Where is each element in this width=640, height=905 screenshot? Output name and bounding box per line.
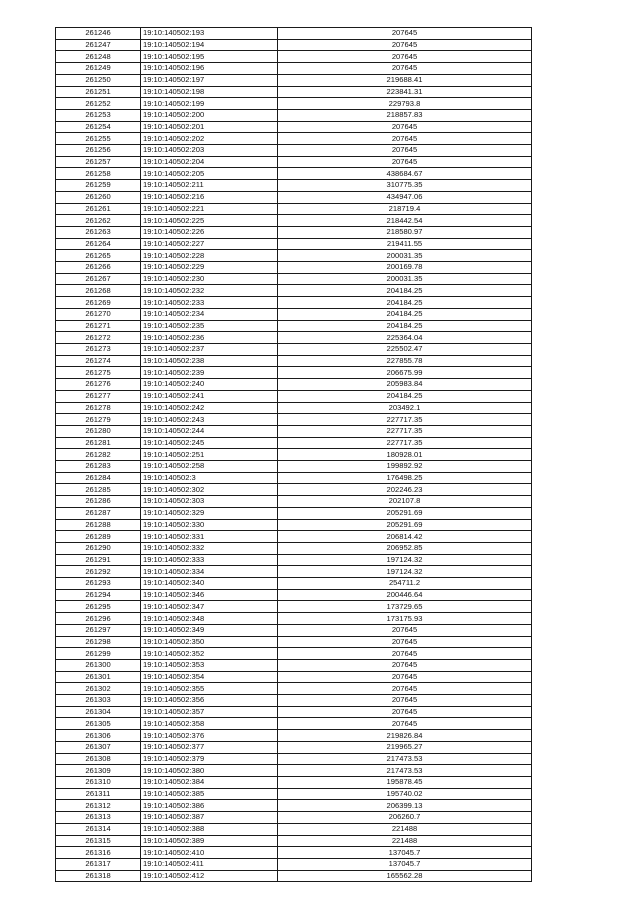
cadastral-number-cell: 19:10:140502:386 — [141, 800, 278, 812]
value-cell: 207645 — [278, 121, 532, 133]
value-cell: 207645 — [278, 636, 532, 648]
value-cell: 195878.45 — [278, 777, 532, 789]
value-cell: 202246.23 — [278, 484, 532, 496]
table-row — [56, 765, 532, 777]
row-id-cell: 261286 — [56, 496, 141, 508]
value-cell: 218719.4 — [278, 203, 532, 215]
cadastral-number-cell: 19:10:140502:350 — [141, 636, 278, 648]
cadastral-number-cell: 19:10:140502:197 — [141, 74, 278, 86]
table-row — [56, 741, 532, 753]
table-row — [56, 718, 532, 730]
cadastral-number-cell: 19:10:140502:204 — [141, 156, 278, 168]
table-row — [56, 847, 532, 859]
row-id-cell: 261311 — [56, 788, 141, 800]
row-id-cell: 261260 — [56, 191, 141, 203]
row-id-cell: 261256 — [56, 145, 141, 157]
cadastral-number-cell: 19:10:140502:221 — [141, 203, 278, 215]
value-cell: 217473.53 — [278, 765, 532, 777]
value-cell: 229793.8 — [278, 98, 532, 110]
cadastral-number-cell: 19:10:140502:410 — [141, 847, 278, 859]
row-id-cell: 261313 — [56, 812, 141, 824]
value-cell: 225502.47 — [278, 343, 532, 355]
row-id-cell: 261251 — [56, 86, 141, 98]
cadastral-number-cell: 19:10:140502:329 — [141, 507, 278, 519]
table-row — [56, 449, 532, 461]
row-id-cell: 261302 — [56, 683, 141, 695]
value-cell: 219965.27 — [278, 741, 532, 753]
row-id-cell: 261295 — [56, 601, 141, 613]
cadastral-number-cell: 19:10:140502:236 — [141, 332, 278, 344]
table-row — [56, 601, 532, 613]
cadastral-number-cell: 19:10:140502:203 — [141, 145, 278, 157]
row-id-cell: 261308 — [56, 753, 141, 765]
value-cell: 207645 — [278, 671, 532, 683]
table-row — [56, 835, 532, 847]
value-cell: 197124.32 — [278, 554, 532, 566]
row-id-cell: 261267 — [56, 273, 141, 285]
cadastral-number-cell: 19:10:140502:352 — [141, 648, 278, 660]
cadastral-number-cell: 19:10:140502:412 — [141, 870, 278, 882]
cadastral-number-cell: 19:10:140502:355 — [141, 683, 278, 695]
value-cell: 203492.1 — [278, 402, 532, 414]
value-cell: 197124.32 — [278, 566, 532, 578]
row-id-cell: 261309 — [56, 765, 141, 777]
row-id-cell: 261290 — [56, 542, 141, 554]
table-row — [56, 402, 532, 414]
row-id-cell: 261317 — [56, 858, 141, 870]
row-id-cell: 261253 — [56, 109, 141, 121]
cadastral-number-cell: 19:10:140502:377 — [141, 741, 278, 753]
value-cell: 218442.54 — [278, 215, 532, 227]
cadastral-number-cell: 19:10:140502:243 — [141, 414, 278, 426]
table-row — [56, 51, 532, 63]
table-row — [56, 332, 532, 344]
cadastral-number-cell: 19:10:140502:230 — [141, 273, 278, 285]
table-row — [56, 531, 532, 543]
row-id-cell: 261250 — [56, 74, 141, 86]
cadastral-number-cell: 19:10:140502:237 — [141, 343, 278, 355]
row-id-cell: 261304 — [56, 706, 141, 718]
cadastral-number-cell: 19:10:140502:387 — [141, 812, 278, 824]
row-id-cell: 261272 — [56, 332, 141, 344]
table-row — [56, 788, 532, 800]
cadastral-number-cell: 19:10:140502:211 — [141, 180, 278, 192]
value-cell: 137045.7 — [278, 858, 532, 870]
row-id-cell: 261283 — [56, 461, 141, 473]
row-id-cell: 261263 — [56, 226, 141, 238]
row-id-cell: 261249 — [56, 63, 141, 75]
cadastral-number-cell: 19:10:140502:232 — [141, 285, 278, 297]
value-cell: 221488 — [278, 835, 532, 847]
table-row — [56, 180, 532, 192]
row-id-cell: 261281 — [56, 437, 141, 449]
table-row — [56, 566, 532, 578]
value-cell: 438684.67 — [278, 168, 532, 180]
table-row — [56, 812, 532, 824]
row-id-cell: 261246 — [56, 28, 141, 40]
cadastral-number-cell: 19:10:140502:202 — [141, 133, 278, 145]
value-cell: 200031.35 — [278, 250, 532, 262]
table-row — [56, 390, 532, 402]
value-cell: 207645 — [278, 648, 532, 660]
cadastral-number-cell: 19:10:140502:251 — [141, 449, 278, 461]
table-row — [56, 671, 532, 683]
row-id-cell: 261301 — [56, 671, 141, 683]
value-cell: 176498.25 — [278, 472, 532, 484]
value-cell: 207645 — [278, 683, 532, 695]
cadastral-number-cell: 19:10:140502:198 — [141, 86, 278, 98]
table-row — [56, 215, 532, 227]
row-id-cell: 261298 — [56, 636, 141, 648]
row-id-cell: 261262 — [56, 215, 141, 227]
row-id-cell: 261318 — [56, 870, 141, 882]
cadastral-number-cell: 19:10:140502:194 — [141, 39, 278, 51]
cadastral-number-cell: 19:10:140502:258 — [141, 461, 278, 473]
row-id-cell: 261276 — [56, 379, 141, 391]
value-cell: 173729.65 — [278, 601, 532, 613]
cadastral-number-cell: 19:10:140502:384 — [141, 777, 278, 789]
row-id-cell: 261293 — [56, 578, 141, 590]
table-row — [56, 695, 532, 707]
value-cell: 434947.06 — [278, 191, 532, 203]
table-row — [56, 297, 532, 309]
cadastral-number-cell: 19:10:140502:235 — [141, 320, 278, 332]
value-cell: 218857.83 — [278, 109, 532, 121]
value-cell: 207645 — [278, 156, 532, 168]
table-row — [56, 414, 532, 426]
table-row — [56, 589, 532, 601]
table-row — [56, 226, 532, 238]
table-row — [56, 484, 532, 496]
row-id-cell: 261248 — [56, 51, 141, 63]
cadastral-number-cell: 19:10:140502:380 — [141, 765, 278, 777]
row-id-cell: 261273 — [56, 343, 141, 355]
value-cell: 254711.2 — [278, 578, 532, 590]
cadastral-number-cell: 19:10:140502:349 — [141, 624, 278, 636]
cadastral-number-cell: 19:10:140502:353 — [141, 659, 278, 671]
value-cell: 207645 — [278, 145, 532, 157]
value-cell: 137045.7 — [278, 847, 532, 859]
value-cell: 206814.42 — [278, 531, 532, 543]
cadastral-number-cell: 19:10:140502:193 — [141, 28, 278, 40]
table-row — [56, 320, 532, 332]
row-id-cell: 261261 — [56, 203, 141, 215]
table-row — [56, 145, 532, 157]
value-cell: 217473.53 — [278, 753, 532, 765]
cadastral-number-cell: 19:10:140502:389 — [141, 835, 278, 847]
table-row — [56, 870, 532, 882]
table-row — [56, 659, 532, 671]
table-row — [56, 39, 532, 51]
row-id-cell: 261278 — [56, 402, 141, 414]
cadastral-number-cell: 19:10:140502:201 — [141, 121, 278, 133]
row-id-cell: 261257 — [56, 156, 141, 168]
row-id-cell: 261274 — [56, 355, 141, 367]
cadastral-number-cell: 19:10:140502:229 — [141, 262, 278, 274]
table-row — [56, 343, 532, 355]
value-cell: 205291.69 — [278, 519, 532, 531]
cadastral-number-cell: 19:10:140502:196 — [141, 63, 278, 75]
table-row — [56, 507, 532, 519]
cadastral-number-cell: 19:10:140502:346 — [141, 589, 278, 601]
cadastral-number-cell: 19:10:140502:239 — [141, 367, 278, 379]
table-row — [56, 683, 532, 695]
row-id-cell: 261316 — [56, 847, 141, 859]
row-id-cell: 261255 — [56, 133, 141, 145]
value-cell: 227717.35 — [278, 425, 532, 437]
value-cell: 207645 — [278, 695, 532, 707]
table-row — [56, 168, 532, 180]
table-row — [56, 28, 532, 40]
cadastral-number-cell: 19:10:140502:385 — [141, 788, 278, 800]
cadastral-number-cell: 19:10:140502:302 — [141, 484, 278, 496]
value-cell: 200031.35 — [278, 273, 532, 285]
table-row — [56, 379, 532, 391]
row-id-cell: 261275 — [56, 367, 141, 379]
table-row — [56, 542, 532, 554]
value-cell: 180928.01 — [278, 449, 532, 461]
row-id-cell: 261258 — [56, 168, 141, 180]
value-cell: 218580.97 — [278, 226, 532, 238]
cadastral-number-cell: 19:10:140502:233 — [141, 297, 278, 309]
cadastral-number-cell: 19:10:140502:354 — [141, 671, 278, 683]
cadastral-number-cell: 19:10:140502:348 — [141, 613, 278, 625]
row-id-cell: 261285 — [56, 484, 141, 496]
row-id-cell: 261284 — [56, 472, 141, 484]
row-id-cell: 261315 — [56, 835, 141, 847]
table-row — [56, 63, 532, 75]
cadastral-number-cell: 19:10:140502:357 — [141, 706, 278, 718]
table-row — [56, 121, 532, 133]
table-row — [56, 133, 532, 145]
value-cell: 204184.25 — [278, 320, 532, 332]
value-cell: 223841.31 — [278, 86, 532, 98]
value-cell: 207645 — [278, 706, 532, 718]
value-cell: 204184.25 — [278, 285, 532, 297]
table-row — [56, 238, 532, 250]
row-id-cell: 261292 — [56, 566, 141, 578]
cadastral-number-cell: 19:10:140502:388 — [141, 823, 278, 835]
row-id-cell: 261271 — [56, 320, 141, 332]
table-row — [56, 203, 532, 215]
cadastral-number-cell: 19:10:140502:238 — [141, 355, 278, 367]
cadastral-number-cell: 19:10:140502:227 — [141, 238, 278, 250]
row-id-cell: 261303 — [56, 695, 141, 707]
value-cell: 206399.13 — [278, 800, 532, 812]
row-id-cell: 261254 — [56, 121, 141, 133]
table-row — [56, 472, 532, 484]
table-row — [56, 262, 532, 274]
value-cell: 173175.93 — [278, 613, 532, 625]
row-id-cell: 261289 — [56, 531, 141, 543]
cadastral-number-cell: 19:10:140502:241 — [141, 390, 278, 402]
value-cell: 219688.41 — [278, 74, 532, 86]
table-row — [56, 355, 532, 367]
row-id-cell: 261314 — [56, 823, 141, 835]
value-cell: 219411.55 — [278, 238, 532, 250]
value-cell: 207645 — [278, 133, 532, 145]
row-id-cell: 261277 — [56, 390, 141, 402]
cadastral-number-cell: 19:10:140502:225 — [141, 215, 278, 227]
table-row — [56, 858, 532, 870]
value-cell: 199892.92 — [278, 461, 532, 473]
cadastral-number-cell: 19:10:140502:195 — [141, 51, 278, 63]
row-id-cell: 261279 — [56, 414, 141, 426]
table-row — [56, 578, 532, 590]
cadastral-number-cell: 19:10:140502:376 — [141, 730, 278, 742]
cadastral-number-cell: 19:10:140502:411 — [141, 858, 278, 870]
table-body — [56, 28, 532, 882]
table-row — [56, 648, 532, 660]
value-cell: 221488 — [278, 823, 532, 835]
value-cell: 165562.28 — [278, 870, 532, 882]
value-cell: 195740.02 — [278, 788, 532, 800]
table-row — [56, 519, 532, 531]
cadastral-number-cell: 19:10:140502:332 — [141, 542, 278, 554]
value-cell: 204184.25 — [278, 390, 532, 402]
table-row — [56, 461, 532, 473]
value-cell: 202107.8 — [278, 496, 532, 508]
row-id-cell: 261300 — [56, 659, 141, 671]
row-id-cell: 261280 — [56, 425, 141, 437]
value-cell: 206675.99 — [278, 367, 532, 379]
cadastral-number-cell: 19:10:140502:216 — [141, 191, 278, 203]
row-id-cell: 261259 — [56, 180, 141, 192]
value-cell: 205983.84 — [278, 379, 532, 391]
row-id-cell: 261282 — [56, 449, 141, 461]
table-row — [56, 425, 532, 437]
row-id-cell: 261306 — [56, 730, 141, 742]
cadastral-number-cell: 19:10:140502:228 — [141, 250, 278, 262]
cadastral-number-cell: 19:10:140502:330 — [141, 519, 278, 531]
value-cell: 204184.25 — [278, 308, 532, 320]
cadastral-number-cell: 19:10:140502:356 — [141, 695, 278, 707]
cadastral-number-cell: 19:10:140502:334 — [141, 566, 278, 578]
table-row — [56, 624, 532, 636]
row-id-cell: 261307 — [56, 741, 141, 753]
value-cell: 207645 — [278, 659, 532, 671]
row-id-cell: 261294 — [56, 589, 141, 601]
value-cell: 207645 — [278, 718, 532, 730]
row-id-cell: 261296 — [56, 613, 141, 625]
value-cell: 200169.78 — [278, 262, 532, 274]
row-id-cell: 261287 — [56, 507, 141, 519]
row-id-cell: 261288 — [56, 519, 141, 531]
table-row — [56, 285, 532, 297]
value-cell: 219826.84 — [278, 730, 532, 742]
table-row — [56, 191, 532, 203]
table-row — [56, 800, 532, 812]
table-row — [56, 109, 532, 121]
value-cell: 200446.64 — [278, 589, 532, 601]
cadastral-number-cell: 19:10:140502:244 — [141, 425, 278, 437]
cadastral-number-cell: 19:10:140502:200 — [141, 109, 278, 121]
cadastral-number-cell: 19:10:140502:333 — [141, 554, 278, 566]
value-cell: 227717.35 — [278, 414, 532, 426]
table-row — [56, 613, 532, 625]
table-row — [56, 437, 532, 449]
data-table — [55, 27, 532, 882]
cadastral-number-cell: 19:10:140502:245 — [141, 437, 278, 449]
cadastral-number-cell: 19:10:140502:347 — [141, 601, 278, 613]
table-row — [56, 156, 532, 168]
value-cell: 206260.7 — [278, 812, 532, 824]
table-row — [56, 98, 532, 110]
row-id-cell: 261252 — [56, 98, 141, 110]
value-cell: 207645 — [278, 624, 532, 636]
value-cell: 227855.78 — [278, 355, 532, 367]
table-row — [56, 86, 532, 98]
table-row — [56, 706, 532, 718]
table-row — [56, 730, 532, 742]
cadastral-number-cell: 19:10:140502:340 — [141, 578, 278, 590]
value-cell: 310775.35 — [278, 180, 532, 192]
row-id-cell: 261310 — [56, 777, 141, 789]
row-id-cell: 261270 — [56, 308, 141, 320]
row-id-cell: 261266 — [56, 262, 141, 274]
table-row — [56, 74, 532, 86]
value-cell: 207645 — [278, 28, 532, 40]
cadastral-number-cell: 19:10:140502:199 — [141, 98, 278, 110]
table-row — [56, 273, 532, 285]
value-cell: 207645 — [278, 51, 532, 63]
cadastral-number-cell: 19:10:140502:234 — [141, 308, 278, 320]
row-id-cell: 261297 — [56, 624, 141, 636]
table-row — [56, 753, 532, 765]
table-row — [56, 823, 532, 835]
row-id-cell: 261299 — [56, 648, 141, 660]
value-cell: 225364.04 — [278, 332, 532, 344]
table-row — [56, 636, 532, 648]
table-row — [56, 250, 532, 262]
value-cell: 204184.25 — [278, 297, 532, 309]
value-cell: 227717.35 — [278, 437, 532, 449]
row-id-cell: 261247 — [56, 39, 141, 51]
table-row — [56, 496, 532, 508]
cadastral-number-cell: 19:10:140502:242 — [141, 402, 278, 414]
cadastral-number-cell: 19:10:140502:240 — [141, 379, 278, 391]
cadastral-number-cell: 19:10:140502:358 — [141, 718, 278, 730]
row-id-cell: 261312 — [56, 800, 141, 812]
row-id-cell: 261268 — [56, 285, 141, 297]
row-id-cell: 261269 — [56, 297, 141, 309]
row-id-cell: 261291 — [56, 554, 141, 566]
cadastral-number-cell: 19:10:140502:226 — [141, 226, 278, 238]
row-id-cell: 261265 — [56, 250, 141, 262]
table-row — [56, 777, 532, 789]
cadastral-number-cell: 19:10:140502:379 — [141, 753, 278, 765]
value-cell: 205291.69 — [278, 507, 532, 519]
cadastral-number-cell: 19:10:140502:205 — [141, 168, 278, 180]
cadastral-number-cell: 19:10:140502:331 — [141, 531, 278, 543]
table-row — [56, 554, 532, 566]
cadastral-number-cell: 19:10:140502:3 — [141, 472, 278, 484]
table-row — [56, 367, 532, 379]
row-id-cell: 261264 — [56, 238, 141, 250]
value-cell: 206952.85 — [278, 542, 532, 554]
cadastral-number-cell: 19:10:140502:303 — [141, 496, 278, 508]
table-row — [56, 308, 532, 320]
value-cell: 207645 — [278, 63, 532, 75]
row-id-cell: 261305 — [56, 718, 141, 730]
value-cell: 207645 — [278, 39, 532, 51]
